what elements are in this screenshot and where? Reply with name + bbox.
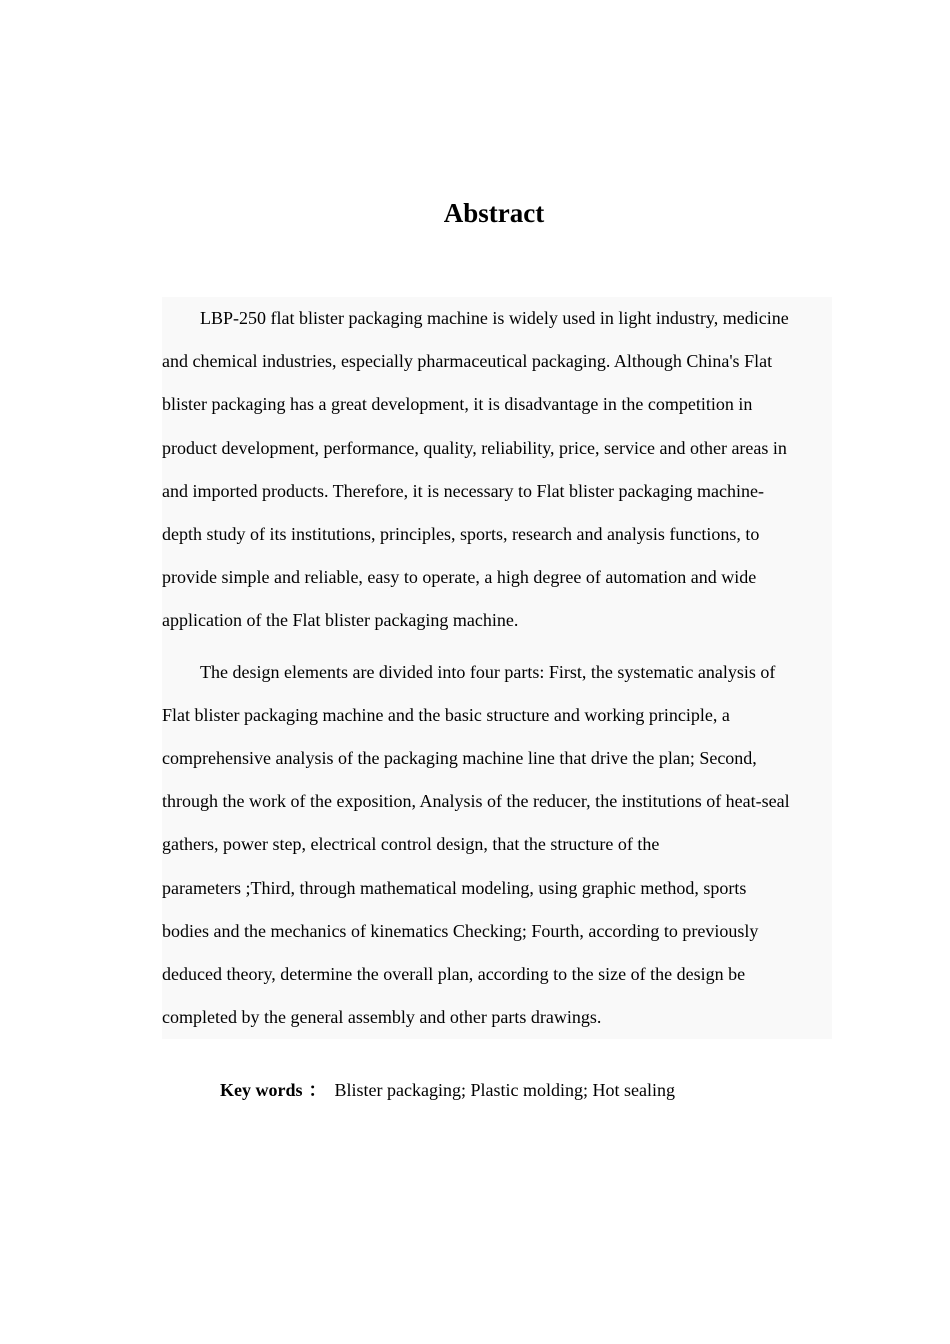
abstract-paragraph-1 [162, 297, 832, 643]
abstract-body [162, 297, 832, 1039]
keywords-value: Blister packaging; Plastic molding; Hot sealing [334, 1080, 675, 1100]
paragraph-line: comprehensive analysis of the packaging machine line that drive the plan; Second, [162, 748, 757, 769]
keywords-line [220, 1076, 675, 1104]
abstract-paragraph-2 [162, 651, 832, 1040]
paragraph-line: and imported products. Therefore, it is necessary to Flat blister packaging machine- [162, 480, 764, 501]
abstract-title: Abstract [443, 198, 545, 228]
paragraph-line: gathers, power step, electrical control design, that the structure of the [162, 834, 660, 855]
paragraph-line: deduced theory, determine the overall plan, according to the size of the design be [162, 964, 746, 985]
paragraph-line: The design elements are divided into four parts: First, the systematic analysis of [200, 661, 776, 682]
paragraph-line: depth study of its institutions, principles, sports, research and analysis functions, to [162, 524, 760, 545]
paragraph-line: completed by the general assembly and other parts drawings. [162, 1007, 602, 1028]
paragraph-line: and chemical industries, especially pharmaceutical packaging. Although China's Flat [162, 351, 773, 372]
paragraph-line: product development, performance, quality, reliability, price, service and other areas in [162, 437, 787, 458]
paragraph-line: through the work of the exposition, Analysis of the reducer, the institutions of heat-seal [162, 791, 790, 812]
paragraph-line: Flat blister packaging machine and the basic structure and working principle, a [162, 704, 730, 725]
paragraph-line: blister packaging has a great development, it is disadvantage in the competition in [162, 394, 753, 415]
paragraph-line: LBP-250 flat blister packaging machine is widely used in light industry, medicine [200, 308, 789, 328]
paragraph-line: bodies and the mechanics of kinematics Checking; Fourth, according to previously [162, 920, 759, 941]
keywords-label: Key words [220, 1080, 303, 1100]
paragraph-line: application of the Flat blister packaging machine. [162, 610, 519, 631]
paragraph-line: parameters ;Third, through mathematical modeling, using graphic method, sports [162, 877, 747, 898]
keywords-separator: ： [308, 1080, 327, 1100]
paragraph-line: provide simple and reliable, easy to operate, a high degree of automation and wide [162, 567, 757, 588]
